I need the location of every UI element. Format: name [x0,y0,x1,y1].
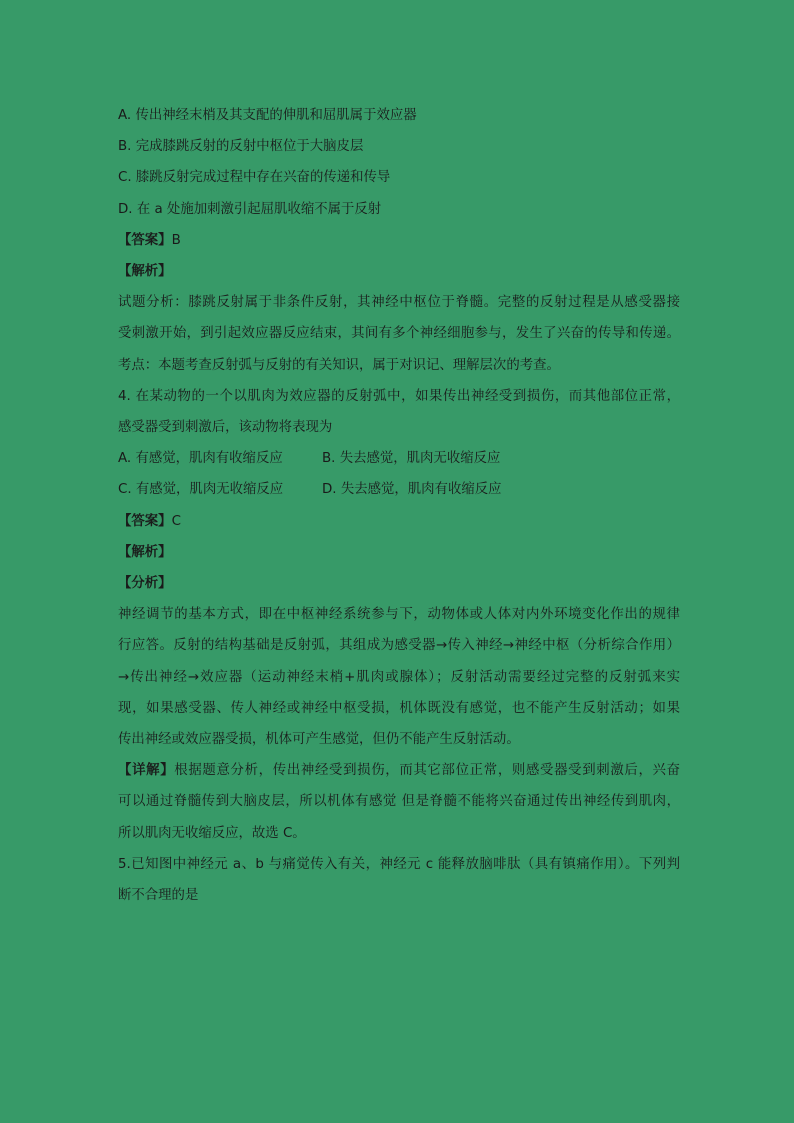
q4-option-row [118,474,680,505]
q4-option-d: D. 失去感觉，肌肉有收缩反应 [322,482,502,498]
q4-detail-line: 可以通过脊髓传到大脑皮层，所以机体有感觉 但是脊髓不能将兴奋通过传出神经传到肌肉， [118,794,680,810]
q5-stem-line: 5.已知图中神经元 a、b 与痛觉传入有关，神经元 c 能释放脑啡肽（具有镇痛作用）。下列判 [118,856,680,872]
q4-fenxi-line: 神经调节的基本方式，即在中枢神经系统参与下，动物体或人体对内外环境变化作出的规律 [118,607,680,623]
q4-detail-first-line [118,755,680,786]
answer-value: B [171,232,181,248]
q4-option-row [118,443,680,474]
q4-fenxi-line: 行应答。反射的结构基础是反射弧，其组成为感受器→传入神经→神经中枢（分析综合作用） [118,638,680,654]
q4-fenxi-tag: 【分析】 [118,576,172,592]
q4-option-c: C. 有感觉，肌肉无收缩反应 [118,482,284,498]
q4-stem-line: 4. 在某动物的一个以肌肉为效应器的反射弧中，如果传出神经受到损伤，而其他部位正常， [118,388,680,404]
q3-analysis-line: 试题分析：膝跳反射属于非条件反射，其神经中枢位于脊髓。完整的反射过程是从感受器接 [118,295,680,311]
answer-tag: 【答案】 [118,513,172,529]
q3-answer [118,225,680,256]
q3-analysis-line: 受刺激开始，到引起效应器反应结束，其间有多个神经细胞参与，发生了兴奋的传导和传递。 [118,326,680,342]
q3-option-c: C. 膝跳反射完成过程中存在兴奋的传递和传导 [118,170,391,186]
q3-option-b: B. 完成膝跳反射的反射中枢位于大脑皮层 [118,139,364,155]
detail-text: 根据题意分析，传出神经受到损伤，而其它部位正常，则感受器受到刺激后，兴奋 [174,763,681,779]
q4-detail-line: 所以肌肉无收缩反应，故选 C。 [118,825,306,841]
q5-stem-line: 断不合理的是 [118,888,199,904]
q4-option-b: B. 失去感觉，肌肉无收缩反应 [322,451,501,467]
q4-stem-line: 感受器受到刺激后，该动物将表现为 [118,420,333,436]
q4-fenxi-line: 传出神经或效应器受损，机体可产生感觉，但仍不能产生反射活动。 [118,732,520,748]
q3-analysis-tag: 【解析】 [118,264,172,280]
q4-fenxi-line: →传出神经→效应器（运动神经末梢+肌肉或腺体）；反射活动需要经过完整的反射弧来实 [118,669,680,685]
q4-option-a: A. 有感觉，肌肉有收缩反应 [118,451,283,467]
q3-analysis-line: 考点：本题考查反射弧与反射的有关知识，属于对识记、理解层次的考查。 [118,357,560,373]
answer-tag: 【答案】 [118,232,172,248]
answer-value: C [171,513,181,529]
q4-fenxi-line: 现，如果感受器、传人神经或神经中枢受损，机体既没有感觉，也不能产生反射活动；如果 [118,700,680,716]
q4-answer [118,506,680,537]
detail-tag: 【详解】 [118,763,175,779]
q3-option-d: D. 在 a 处施加刺激引起屈肌收缩不属于反射 [118,201,382,217]
q4-analysis-tag: 【解析】 [118,544,172,560]
document-body [118,100,680,911]
q3-option-a: A. 传出神经末梢及其支配的伸肌和屈肌属于效应器 [118,108,417,123]
